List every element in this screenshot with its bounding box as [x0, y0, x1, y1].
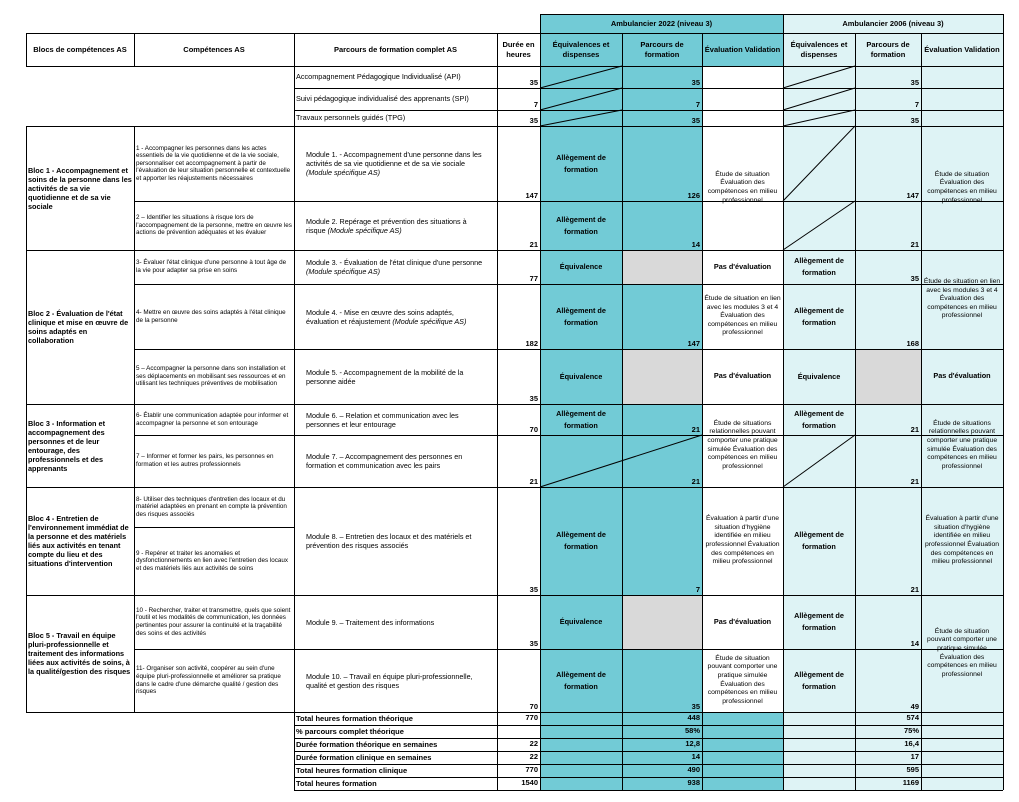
grid-line: [1003, 712, 1004, 790]
module-label: [294, 404, 497, 435]
grid-line: [26, 126, 27, 712]
total-parcours-2022: 12,8: [685, 739, 700, 748]
grid-line: [294, 487, 1003, 488]
total-label: Durée formation théorique en semaines: [296, 740, 438, 749]
bloc-label: Bloc 1 - Accompagnement et soins de la personne dans les activités de sa vie quotidienne et de sa vie sociale: [28, 165, 132, 211]
grid-line: [783, 712, 784, 790]
grid-line: [134, 349, 294, 350]
duree-value: 35: [529, 394, 538, 403]
competence-label: 1 - Accompagner les personnes dans les actes essentiels de la vie quotidienne et de la vie sociale, personnaliser cet accompagnement à partir de l'évaluation de leur situation personnelle et contextuelle et apporter les réajustements nécessaires: [136, 144, 291, 182]
grid-line: [540, 14, 1003, 15]
grid-line: [783, 14, 784, 33]
parcours-2006-value: 21: [910, 425, 919, 434]
strike-diagonal: [783, 126, 855, 201]
competence-label: 10 - Rechercher, traiter et transmettre, quels que soient l'outil et les modalités de communication, les données pertinentes pour assurer la continuité et la traçabilité des soins et des activités: [136, 606, 291, 637]
grid-line: [134, 404, 294, 405]
evaluation-2006: Étude de situations relationnelles pouvant comporter une pratique simulée Évaluation des compétences en milieu professionnel: [926, 419, 998, 470]
evaluation-2006: Étude de situation en lien avec les modules 3 et 4 Évaluation des compétences en milieu professionnel: [923, 278, 1001, 320]
grid-line: [921, 712, 922, 790]
grid-line: [855, 33, 856, 66]
equivalence-2006: Allègement de formation: [794, 530, 844, 551]
grid-line: [134, 527, 294, 528]
competence-label: 4- Mettre en œuvre des soins adaptés à l'état clinique de la personne: [136, 308, 286, 324]
total-label: Durée formation clinique en semaines: [296, 753, 432, 762]
grid-line: [540, 126, 541, 712]
equivalence-2006: Équivalence: [797, 371, 841, 381]
grid-line: [134, 284, 294, 285]
module-label: [294, 126, 497, 201]
total-parcours-2006: 595: [906, 765, 919, 774]
module-title: Module 7. – Accompagnement des personnes en formation et communication avec les pairs: [306, 452, 463, 470]
module-label: [294, 349, 497, 404]
module-title: Module 10. – Travail en équipe pluri-professionnelle, qualité et gestion des risques: [306, 671, 473, 690]
parcours-2006-value: 7: [914, 100, 919, 109]
top-row-label: Accompagnement Pédagogique Individualisé (API): [296, 71, 461, 81]
total-label: Total heures formation: [296, 779, 377, 788]
grid-line: [294, 764, 1003, 765]
grid-line: [134, 595, 294, 596]
grid-line: [26, 404, 134, 405]
column-header-parcours: Parcours de formation complet AS: [333, 44, 458, 54]
evaluation-2022: Pas d'évaluation: [713, 261, 772, 271]
parcours-2022-value: 21: [691, 477, 700, 486]
grid-line: [702, 66, 703, 126]
module-title: Module 5. - Accompagnement de la mobilité de la personne aidée: [306, 367, 464, 386]
total-label: % parcours complet théorique: [296, 727, 404, 736]
grid-line: [855, 66, 856, 126]
parcours-2006-value: 21: [910, 477, 919, 486]
competence-label: 2 – Identifier les situations à risque lors de l'accompagnement de la personne, mettre en œuvre les actions de prévention adéquates et les évaluer: [136, 214, 292, 237]
grid-line: [497, 126, 498, 712]
grid-line: [783, 33, 784, 66]
strike-diagonal: [783, 110, 855, 126]
parcours-2006-value: 168: [906, 339, 919, 348]
grid-line: [26, 712, 134, 713]
total-parcours-2022: 14: [691, 752, 700, 761]
grid-line: [921, 66, 922, 126]
total-parcours-2022: 448: [687, 713, 700, 722]
evaluation-2022: Pas d'évaluation: [713, 371, 772, 381]
grid-line: [26, 126, 134, 127]
grid-line: [497, 66, 498, 126]
module-title: Module 9. – Traitement des informations: [306, 617, 435, 627]
grid-line: [702, 126, 703, 712]
module-title: Module 8. – Entretien des locaux et des matériels et prévention des risques associés: [306, 532, 472, 550]
column-header-eval06: Évaluation Validation: [924, 44, 1000, 54]
evaluation-2022: Étude de situations relationnelles pouvant comporter une pratique simulée Évaluation des compétences en milieu professionnel: [707, 419, 778, 470]
column-header-eval: Évaluation Validation: [704, 44, 781, 54]
module-label: [294, 649, 497, 712]
duree-value: 35: [529, 78, 538, 87]
parcours-2006-value: 21: [910, 240, 919, 249]
grid-line: [540, 66, 541, 126]
grid-line: [294, 88, 1003, 89]
strike-diagonal: [540, 110, 622, 126]
grid-line: [294, 777, 1003, 778]
grid-line: [294, 790, 1003, 791]
total-parcours-2006: 75%: [903, 726, 919, 735]
grid-line: [134, 126, 135, 712]
equivalence-2022: Allègement de formation: [556, 530, 606, 551]
bloc-label: Bloc 5 - Travail en équipe pluri-professionnelle et traitement des informations liées aux activités de soins, à la qualité/gestion des risques: [28, 631, 131, 676]
parcours-2022-value: 35: [691, 702, 700, 711]
grid-line: [540, 33, 541, 66]
equivalence-2022: Allègement de formation: [556, 669, 606, 691]
grid-line: [294, 725, 1003, 726]
grid-line: [294, 751, 1003, 752]
evaluation-2022: Étude de situation en lien avec les modules 3 et 4 Évaluation des compétences en milieu professionnel: [704, 295, 781, 337]
grid-line: [294, 284, 1003, 285]
parcours-2022-value: 14: [691, 240, 700, 249]
grid-line: [622, 66, 623, 126]
total-parcours-2022: 490: [687, 765, 700, 774]
parcours-2022-value: 35: [691, 78, 700, 87]
competence-label: 3- Évaluer l'état clinique d'une personne à tout âge de la vie pour adapter sa prise en soins: [136, 259, 287, 274]
grid-line: [134, 250, 294, 251]
parcours-2022-value: 126: [687, 191, 700, 200]
duree-value: 21: [529, 477, 538, 486]
module-label: [294, 487, 497, 595]
evaluation-2006: Évaluation à partir d'une situation d'hygiène identifiée en milieu professionnel Évaluation des compétences en milieu professionnel: [924, 515, 1000, 566]
grid-line: [702, 712, 703, 790]
strike-diagonal: [783, 66, 855, 88]
total-label: Total heures formation clinique: [296, 766, 408, 775]
grid-line: [134, 201, 294, 202]
evaluation-2006: Pas d'évaluation: [933, 371, 991, 381]
grid-line: [783, 126, 784, 712]
total-label: Total heures formation théorique: [296, 714, 413, 723]
parcours-2006-value: 35: [910, 274, 919, 283]
parcours-2006-value: 21: [910, 585, 919, 594]
cell-bg: [855, 349, 921, 404]
strike-diagonal: [540, 66, 622, 88]
top-row-label: Travaux personnels guidés (TPG): [296, 112, 406, 122]
bloc-label: Bloc 2 - Évaluation de l'état clinique et mise en œuvre de soins adaptés en collaboration: [28, 309, 129, 345]
competence-label: 11- Organiser son activité, coopérer au sein d'une équipe pluri-professionnelle et améliorer sa pratique dans le cadre d'une démarche qualité / gestion des risques: [136, 665, 281, 696]
cell-bg: [622, 595, 702, 649]
grid-line: [134, 712, 294, 713]
duree-value: 70: [529, 425, 538, 434]
competence-label: 9 - Repérer et traiter les anomalies et dysfonctionnements en lien avec l'entretien des locaux et des matériels liés aux activités de soins: [136, 549, 289, 572]
grid-line: [294, 435, 1003, 436]
grid-line: [294, 126, 295, 712]
grid-line: [294, 66, 1003, 67]
competence-label: 6- Établir une communication adaptée pour informer et accompagner la personne et son entourage: [136, 411, 289, 427]
grid-line: [855, 126, 856, 712]
module-label: [294, 595, 497, 649]
total-parcours-2006: 574: [906, 713, 919, 722]
total-parcours-2006: 17: [910, 752, 919, 761]
equivalence-2022: Allègement de formation: [556, 408, 606, 430]
parcours-2022-value: 7: [695, 585, 700, 594]
total-duree: 22: [529, 752, 538, 761]
grid-line: [921, 126, 922, 712]
grid-line: [294, 66, 295, 126]
strike-diagonal: [783, 435, 855, 487]
parcours-2022-value: 7: [695, 100, 700, 109]
column-header-blocs: Blocs de compétences AS: [33, 44, 127, 54]
duree-value: 147: [525, 191, 538, 200]
grid-line: [294, 649, 1003, 650]
evaluation-2022: Étude de situation Évaluation des compétences en milieu professionnel: [707, 170, 778, 204]
equivalence-2006: Allègement de formation: [794, 669, 844, 691]
equivalence-2022: Allègement de formation: [556, 214, 606, 236]
evaluation-2022: Évaluation à partir d'une situation d'hygiène identifiée en milieu professionnel Évaluation des compétences en milieu professionnel: [705, 515, 780, 566]
parcours-2006-value: 14: [910, 639, 919, 648]
grid-line: [134, 33, 135, 66]
top-row-label: Suivi pédagogique individualisé des apprenants (SPI): [296, 93, 469, 103]
grid-line: [294, 110, 1003, 111]
total-duree: 22: [529, 739, 538, 748]
grid-line: [134, 126, 294, 127]
duree-value: 21: [529, 240, 538, 249]
grid-line: [134, 435, 294, 436]
strike-diagonal: [783, 201, 855, 250]
parcours-2006-value: 35: [910, 78, 919, 87]
total-parcours-2022: 58%: [684, 726, 700, 735]
module-title: Module 2. Repérage et prévention des situations à risque: [306, 216, 467, 235]
equivalence-2006: Allègement de formation: [794, 408, 844, 430]
grid-line: [294, 349, 1003, 350]
grid-line: [26, 33, 1003, 34]
column-header-duree: Durée en heures: [502, 40, 535, 59]
duree-value: 35: [529, 585, 538, 594]
grid-line: [134, 487, 294, 488]
equivalence-2022: Équivalence: [559, 262, 603, 271]
grid-line: [855, 712, 856, 790]
duree-value: 35: [529, 639, 538, 648]
total-parcours-2006: 1169: [902, 778, 919, 787]
competence-label: 5 – Accompagner la personne dans son installation et ses déplacements en mobilisant ses ressources et en utilisant les techniques préventives de mobilisation: [136, 365, 286, 388]
parcours-2006-value: 35: [910, 116, 919, 125]
grid-line: [540, 712, 541, 790]
grid-line: [26, 33, 27, 66]
grid-line: [294, 404, 1003, 405]
grid-line: [294, 33, 295, 66]
bloc-label: Bloc 3 - Information et accompagnement des personnes et de leur entourage, des professionnels et des apprenants: [28, 418, 106, 473]
grid-line: [783, 66, 784, 126]
parcours-2006-value: 49: [910, 702, 919, 711]
cell-bg: [622, 250, 702, 284]
equivalence-2022: Équivalence: [559, 371, 603, 381]
module-label: [294, 250, 497, 284]
equivalence-2006: Allègement de formation: [794, 611, 844, 632]
module-specific-note: (Module spécifique AS): [392, 316, 467, 326]
cell-bg: [622, 349, 702, 404]
module-label: [294, 284, 497, 349]
column-header-parcours06: Parcours de formation: [866, 40, 910, 59]
equivalence-2006: Allègement de formation: [794, 305, 844, 327]
grid-line: [702, 33, 703, 66]
competence-label: 8- Utiliser des techniques d'entretien des locaux et du matériel adaptées en prenant en compte la prévention des risques associés: [136, 495, 287, 518]
equivalence-2022: Allègement de formation: [556, 305, 606, 327]
parcours-2022-value: 147: [687, 339, 700, 348]
module-label: [294, 201, 497, 250]
grid-line: [540, 14, 541, 33]
total-parcours-2022: 938: [687, 778, 700, 787]
strike-diagonal: [540, 435, 702, 487]
evaluation-2006: Étude de situation Évaluation des compétences en milieu professionnel: [927, 170, 997, 204]
strike-diagonal: [540, 88, 622, 110]
total-parcours-2006: 16,4: [904, 739, 919, 748]
grid-line: [134, 649, 294, 650]
grid-line: [294, 201, 1003, 202]
duree-value: 182: [525, 339, 538, 348]
grid-line: [1003, 126, 1004, 712]
equivalence-2022: Allègement de formation: [556, 152, 606, 174]
equivalence-2022: Équivalence: [559, 617, 603, 626]
bloc-label: Bloc 4 - Entretien de l'environnement immédiat de la personne et des matériels liés aux activités en tenant compte du lieu et des situations d'intervention: [28, 514, 129, 568]
group-header-2006: Ambulancier 2006 (niveau 3): [842, 18, 944, 28]
grid-line: [1003, 33, 1004, 66]
competence-label: 7 – Informer et former les pairs, les personnes en formation et les autres professionnels: [136, 453, 274, 468]
module-title: Module 1. - Accompagnement d'une personne dans les activités de sa vie quotidienne et de sa vie sociale: [306, 150, 482, 168]
total-duree: 770: [525, 713, 538, 722]
equivalence-2006: Allègement de formation: [794, 256, 844, 277]
duree-value: 7: [533, 100, 538, 109]
evaluation-2022: Étude de situation pouvant comporter une pratique simulée Évaluation des compétences en milieu professionnel: [707, 654, 778, 705]
module-specific-note: (Module spécifique AS): [306, 168, 381, 177]
column-header-parcours_form: Parcours de formation: [640, 40, 684, 59]
evaluation-2022: Pas d'évaluation: [713, 616, 772, 626]
parcours-2006-value: 147: [906, 191, 919, 200]
grid-line: [497, 33, 498, 66]
grid-line: [1003, 14, 1004, 33]
column-header-competences: Compétences AS: [183, 44, 245, 54]
parcours-2022-value: 35: [691, 116, 700, 125]
grid-line: [294, 595, 1003, 596]
module-title: Module 6. – Relation et communication avec les personnes et leur entourage: [306, 410, 459, 429]
grid-line: [497, 712, 498, 790]
grid-line: [294, 738, 1003, 739]
grid-line: [1003, 66, 1004, 126]
grid-line: [921, 33, 922, 66]
parcours-2022-value: 21: [691, 425, 700, 434]
grid-line: [622, 126, 623, 712]
grid-line: [622, 33, 623, 66]
total-duree: 1540: [521, 778, 538, 787]
module-specific-note: (Module spécifique AS): [327, 225, 402, 235]
grid-line: [294, 712, 1003, 713]
strike-diagonal: [783, 88, 855, 110]
module-label: [294, 435, 497, 487]
duree-value: 70: [529, 702, 538, 711]
grid-line: [26, 487, 134, 488]
grid-line: [294, 712, 295, 790]
grid-line: [622, 712, 623, 790]
module-title: Module 3. - Évaluation de l'état clinique d'une personne: [306, 258, 483, 267]
module-specific-note: (Module spécifique AS): [306, 267, 381, 276]
duree-value: 77: [529, 274, 538, 283]
total-duree: 770: [525, 765, 538, 774]
grid-line: [294, 250, 1003, 251]
grid-line: [26, 250, 134, 251]
evaluation-2006: Étude de situation pouvant comporter une pratique simulée Évaluation des compétences en milieu professionnel: [927, 627, 997, 678]
column-header-equiv: Équivalences et dispenses: [552, 40, 610, 59]
grid-line: [26, 595, 134, 596]
group-header-2022: Ambulancier 2022 (niveau 3): [610, 18, 713, 28]
grid-line: [294, 126, 1003, 127]
module-title: Module 4. - Mise en œuvre des soins adaptés, évaluation et réajustement: [306, 307, 454, 326]
duree-value: 35: [529, 116, 538, 125]
column-header-equiv06: Équivalences et dispenses: [790, 40, 848, 59]
